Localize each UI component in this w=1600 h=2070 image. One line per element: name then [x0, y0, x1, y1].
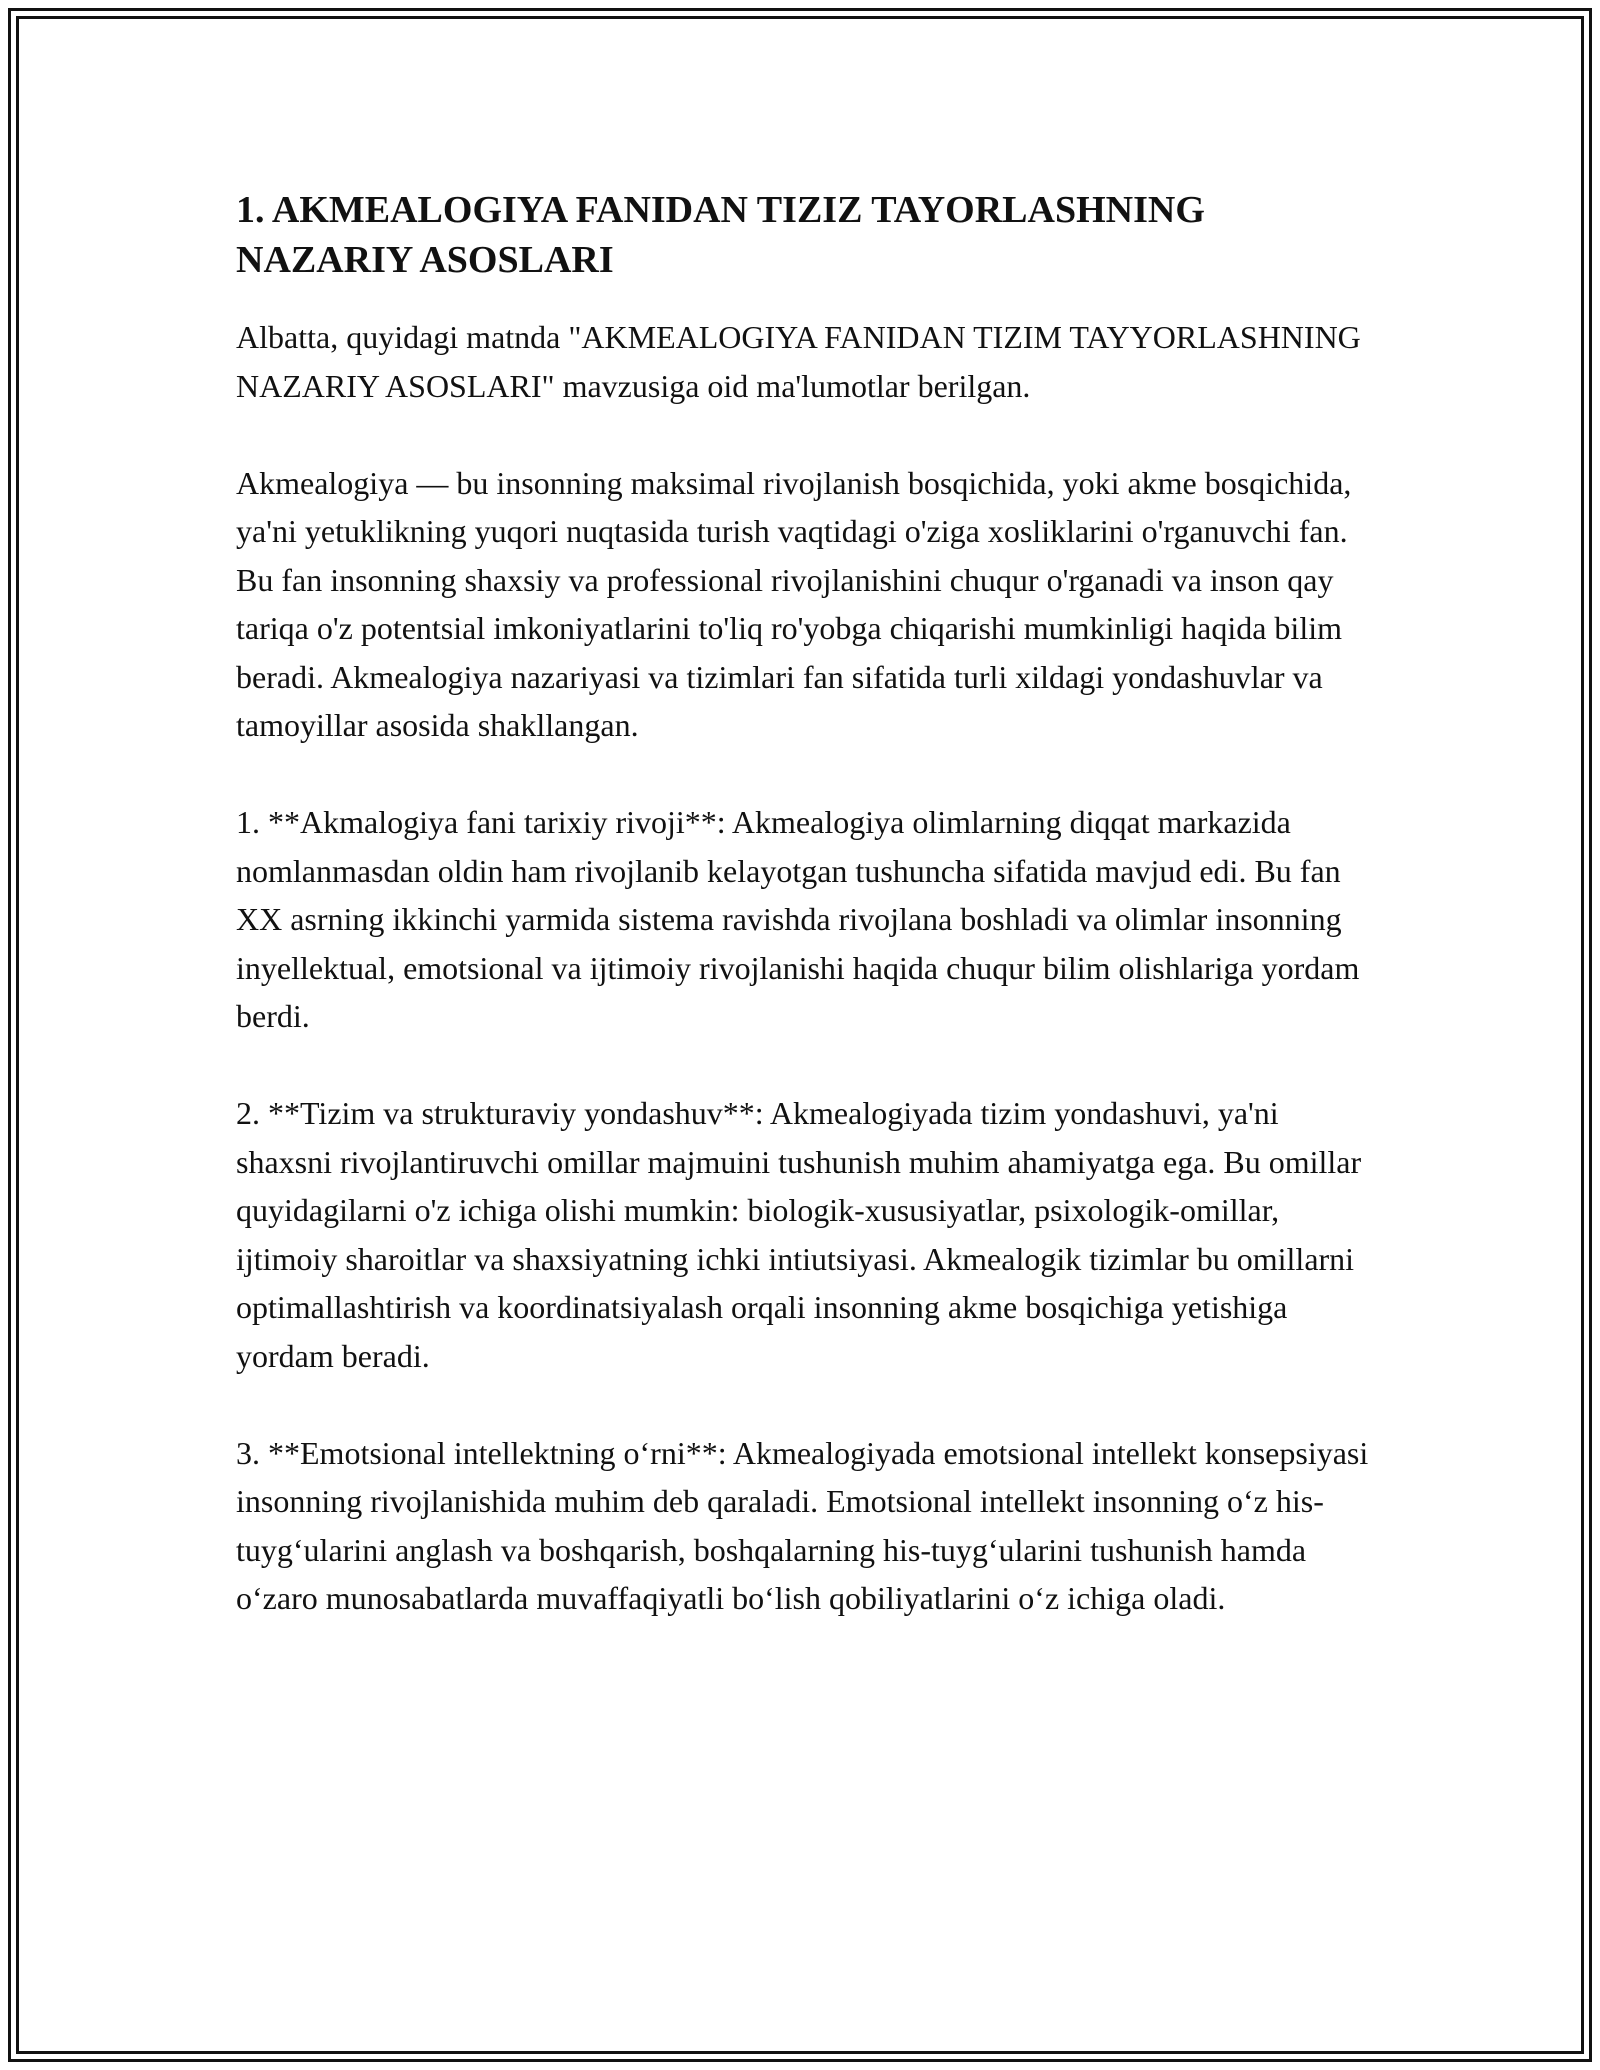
list-item-emotional-intelligence: 3. **Emotsional intellektning o‘rni**: Akmealogiyada emotsional intellekt konsepsiyasi insonning rivojlanishida muhim deb qaraladi. Emotsional intellekt insonning o‘z his-tuyg‘ularini anglash va boshqarish, boshqalarning his-tuyg‘ularini tushunish hamda o‘zaro munosabatlarda muvaffaqiyatli bo‘lish qobiliyatlarini o‘z ichiga oladi. — [236, 1434, 1369, 1616]
list-item-system-approach: 2. **Tizim va strukturaviy yondashuv**: Akmealogiyada tizim yondashuvi, ya'ni shaxsni rivojlantiruvchi omillar majmuini tushunish muhim ahamiyatga ega. Bu omillar quyidagilarni o'z ichiga olishi mumkin: biologik-xususiyatlar, psixologik-omillar, ijtimoiy sharoitlar va shaxsiyatning ichki intiutsiyasi. Akmealogik tizimlar bu omillarni optimallashtirish va koordinatsiyalash orqali insonning akme bosqichiga yetishiga yordam beradi. — [236, 1095, 1362, 1374]
list-item-history: 1. **Akmalogiya fani tarixiy rivoji**: Akmealogiya olimlarning diqqat markazida nomlanmasdan oldin ham rivojlanib kelayotgan tushuncha sifatida mavjud edi. Bu fan XX asrning ikkinchi yarmida sistema ravishda rivojlana boshladi va olimlar insonning inyellektual, emotsional va ijtimoiy rivojlanishi haqida chuqur bilim olishlariga yordam berdi. — [236, 804, 1360, 1034]
document-title: 1. AKMEALOGIYA FANIDAN TIZIZ TAYORLASHNING NAZARIY ASOSLARI — [236, 189, 1205, 281]
document-body — [236, 185, 1376, 1623]
intro-paragraph: Albatta, quyidagi matnda "AKMEALOGIYA FANIDAN TIZIM TAYYORLASHNING NAZARIY ASOSLARI" mavzusiga oid ma'lumotlar berilgan. — [236, 319, 1361, 404]
definition-paragraph: Akmealogiya — bu insonning maksimal rivojlanish bosqichida, yoki akme bosqichida, ya'ni yetuklikning yuqori nuqtasida turish vaqtidagi o'ziga xosliklarini o'rganuvchi fan. Bu fan insonning shaxsiy va professional rivojlanishini chuqur o'rganadi va inson qay tariqa o'z potentsial imkoniyatlarini to'liq ro'yobga chiqarishi mumkinligi haqida bilim beradi. Akmealogiya nazariyasi va tizimlari fan sifatida turli xildagi yondashuvlar va tamoyillar asosida shakllangan. — [236, 464, 1352, 743]
